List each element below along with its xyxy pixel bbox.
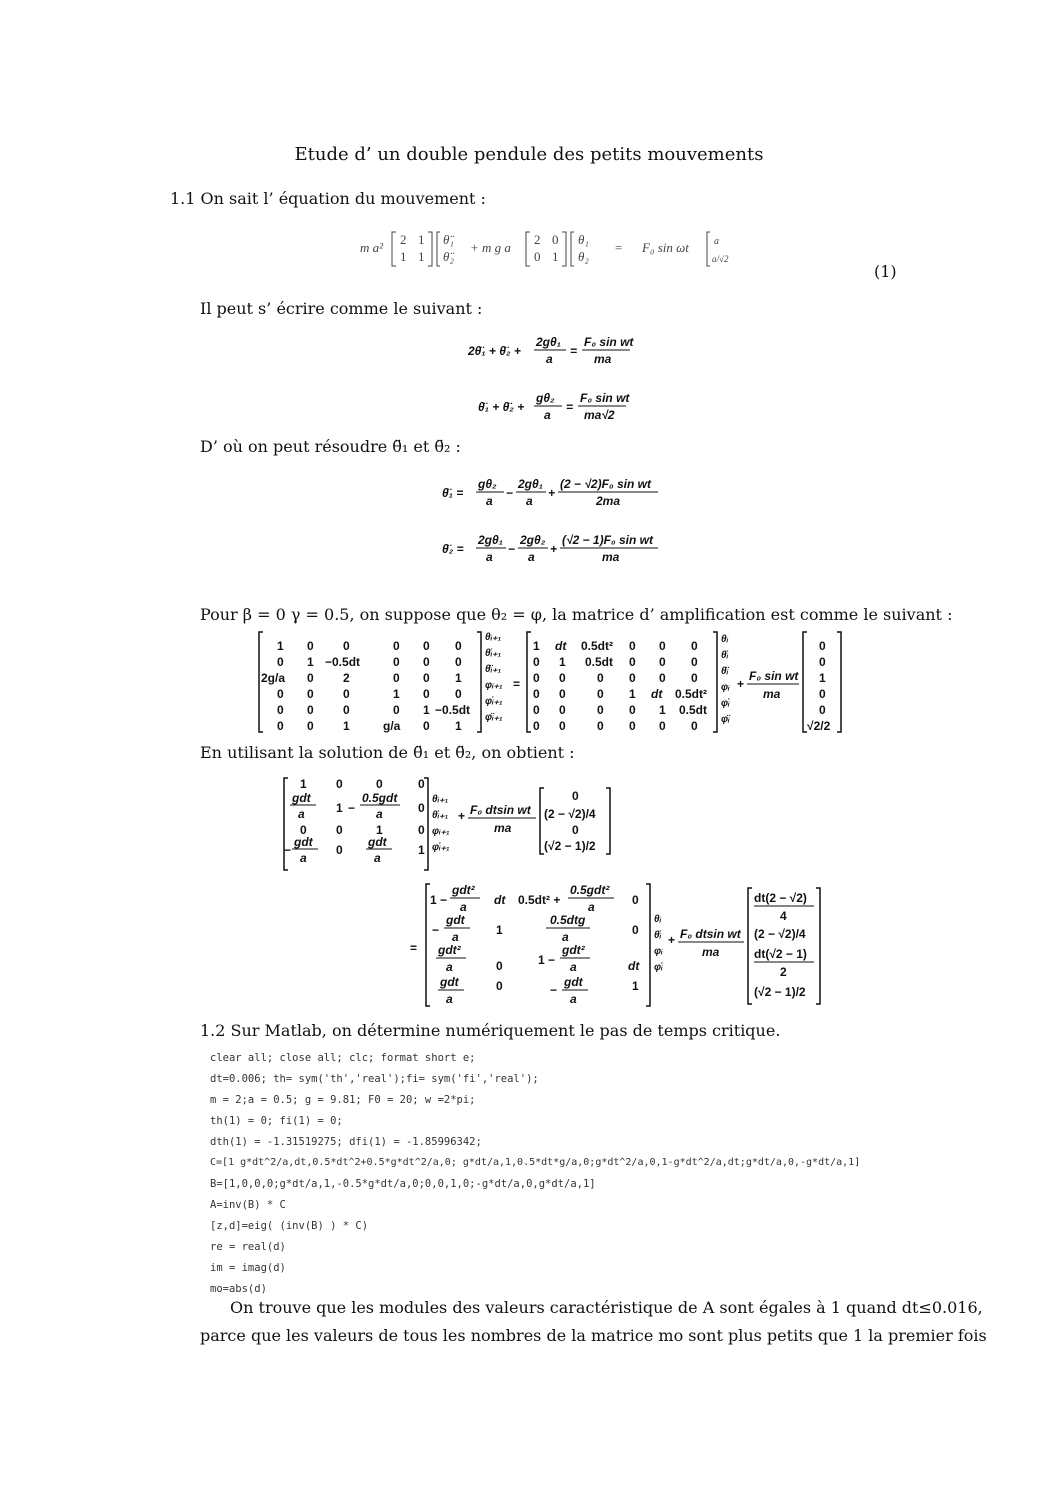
- svg-text:ma: ma: [763, 687, 781, 701]
- svg-text:0: 0: [819, 639, 826, 653]
- svg-text:0: 0: [691, 671, 698, 685]
- svg-text:0.5dt²: 0.5dt²: [675, 687, 708, 701]
- svg-text:θ̇ᵢ: θ̇ᵢ: [654, 930, 662, 941]
- svg-text:−: −: [284, 843, 292, 857]
- svg-text:ma: ma: [702, 945, 720, 959]
- svg-text:=: =: [566, 400, 574, 414]
- svg-text:0: 0: [423, 639, 430, 653]
- svg-text:a: a: [446, 960, 453, 974]
- svg-text:1: 1: [300, 777, 307, 791]
- svg-text:0.5gdt: 0.5gdt: [362, 791, 398, 805]
- svg-text:0: 0: [552, 232, 559, 247]
- svg-text:0: 0: [343, 639, 350, 653]
- code-line: re = real(d): [210, 1241, 286, 1253]
- svg-text:0: 0: [597, 719, 604, 733]
- svg-text:0: 0: [691, 639, 698, 653]
- svg-text:0: 0: [691, 719, 698, 733]
- equation-2: [466, 332, 646, 432]
- svg-text:=: =: [570, 344, 578, 358]
- svg-text:(2 − √2)F₀ sin wt: (2 − √2)F₀ sin wt: [560, 477, 652, 491]
- svg-text:1: 1: [423, 703, 430, 717]
- section-1-1-heading: 1.1 On sait l’ équation du mouvement :: [170, 189, 486, 208]
- svg-text:0: 0: [418, 801, 425, 815]
- svg-text:2g/a: 2g/a: [261, 671, 286, 685]
- svg-text:0: 0: [819, 655, 826, 669]
- svg-text:0: 0: [659, 639, 666, 653]
- svg-text:1 −: 1 −: [430, 893, 448, 907]
- svg-text:1: 1: [418, 249, 425, 264]
- svg-text:F₀ dtsin wt: F₀ dtsin wt: [680, 927, 741, 941]
- code-line: C=[1 g*dt^2/a,dt,0.5*dt^2+0.5*g*dt^2/a,0; g*dt/a,1,0.5*dt*g/a,0;g*dt^2/a,0,1-g*dt^2/a,dt;g*dt/a,0,-g*dt/a,1]: [210, 1157, 861, 1168]
- svg-text:θ̈₂ =: θ̈₂ =: [442, 542, 464, 556]
- svg-text:0: 0: [819, 687, 826, 701]
- svg-text:0.5dtg: 0.5dtg: [550, 913, 586, 927]
- svg-text:0: 0: [533, 671, 540, 685]
- svg-text:1: 1: [307, 655, 314, 669]
- svg-text:θ̇ᵢ: θ̇ᵢ: [721, 650, 729, 661]
- svg-text:θᵢ: θᵢ: [721, 634, 729, 645]
- svg-text:0: 0: [307, 687, 314, 701]
- svg-text:0: 0: [496, 959, 503, 973]
- svg-text:φᵢ: φᵢ: [654, 946, 663, 957]
- svg-text:0.5dt² +: 0.5dt² +: [518, 893, 561, 907]
- svg-text:0: 0: [423, 655, 430, 669]
- svg-text:gθ₂: gθ₂: [536, 391, 555, 405]
- svg-text:0.5dt²: 0.5dt²: [581, 639, 614, 653]
- svg-text:1: 1: [393, 687, 400, 701]
- svg-text:2θ̈₁ + θ̈₂ +: 2θ̈₁ + θ̈₂ +: [468, 344, 521, 358]
- svg-text:θᵢ₊₁: θᵢ₊₁: [432, 794, 449, 805]
- svg-text:a: a: [376, 807, 383, 821]
- svg-text:0: 0: [393, 639, 400, 653]
- svg-text:F₀ sin wt: F₀ sin wt: [580, 391, 630, 405]
- svg-text:φ̈ᵢ: φ̈ᵢ: [721, 714, 730, 725]
- svg-text:θ₂: θ₂: [578, 249, 589, 264]
- amplification-matrix-equation: [255, 628, 855, 740]
- svg-text:+: +: [668, 933, 676, 947]
- svg-text:θ̈₁: θ̈₁: [443, 232, 454, 247]
- svg-text:2ma: 2ma: [596, 494, 621, 508]
- svg-text:F₀ sin wt: F₀ sin wt: [584, 335, 634, 349]
- svg-text:1: 1: [376, 823, 383, 837]
- code-line: im = imag(d): [210, 1262, 286, 1274]
- svg-text:(√2 − 1)/2: (√2 − 1)/2: [544, 839, 596, 853]
- svg-text:0: 0: [559, 703, 566, 717]
- svg-text:g/a: g/a: [383, 719, 401, 733]
- svg-text:0: 0: [533, 687, 540, 701]
- code-line: [z,d]=eig( (inv(B) ) * C): [210, 1220, 369, 1232]
- svg-text:1: 1: [277, 639, 284, 653]
- reduced-matrix-equation-lhs: [282, 774, 622, 874]
- svg-text:(2 − √2)/4: (2 − √2)/4: [544, 807, 596, 821]
- svg-text:ma√2: ma√2: [584, 408, 615, 422]
- svg-text:1: 1: [400, 249, 407, 264]
- svg-text:0: 0: [307, 671, 314, 685]
- svg-text:0: 0: [455, 655, 462, 669]
- svg-text:a: a: [544, 408, 551, 422]
- svg-text:0: 0: [559, 671, 566, 685]
- svg-text:ma: ma: [494, 821, 512, 835]
- svg-text:1: 1: [336, 801, 343, 815]
- svg-text:F₀ sin wt: F₀ sin wt: [749, 669, 799, 683]
- svg-text:a: a: [714, 236, 719, 247]
- svg-text:φᵢ₊₁: φᵢ₊₁: [432, 826, 450, 837]
- svg-text:0: 0: [418, 777, 425, 791]
- svg-text:1: 1: [659, 703, 666, 717]
- svg-text:2: 2: [534, 232, 541, 247]
- svg-text:gdt: gdt: [368, 835, 387, 849]
- svg-text:0: 0: [307, 639, 314, 653]
- svg-text:0: 0: [418, 823, 425, 837]
- svg-text:1: 1: [559, 655, 566, 669]
- svg-text:2gθ₁: 2gθ₁: [536, 335, 561, 349]
- svg-text:−: −: [506, 486, 514, 500]
- svg-text:0.5dt: 0.5dt: [679, 703, 708, 717]
- svg-text:0: 0: [819, 703, 826, 717]
- svg-text:θᵢ: θᵢ: [654, 914, 662, 925]
- svg-text:0: 0: [533, 719, 540, 733]
- svg-text:φ̇ᵢ₊₁: φ̇ᵢ₊₁: [432, 842, 450, 853]
- svg-text:θ̈ᵢ₊₁: θ̈ᵢ₊₁: [485, 664, 502, 675]
- svg-text:2gθ₁: 2gθ₁: [518, 477, 543, 491]
- svg-text:1: 1: [632, 979, 639, 993]
- svg-text:−: −: [550, 983, 558, 997]
- svg-text:dt(√2 − 1): dt(√2 − 1): [754, 947, 807, 961]
- code-line: A=inv(B) * C: [210, 1199, 286, 1211]
- svg-text:a: a: [460, 900, 467, 914]
- svg-text:θ̇ᵢ₊₁: θ̇ᵢ₊₁: [485, 648, 502, 659]
- svg-text:a: a: [546, 352, 553, 366]
- svg-text:gdt: gdt: [292, 791, 311, 805]
- svg-text:a: a: [588, 900, 595, 914]
- svg-text:ma: ma: [594, 352, 612, 366]
- svg-text:2: 2: [780, 965, 787, 979]
- svg-text:−0.5dt: −0.5dt: [325, 655, 361, 669]
- svg-text:φᵢ₊₁: φᵢ₊₁: [485, 680, 503, 691]
- text-en-utilisant: En utilisant la solution de θ̈₁ et θ̈₂, on obtient :: [200, 743, 575, 762]
- svg-text:θ̈₁ =: θ̈₁ =: [442, 486, 464, 500]
- svg-text:0: 0: [629, 719, 636, 733]
- svg-text:φ̇ᵢ: φ̇ᵢ: [654, 962, 663, 973]
- code-line: th(1) = 0; fi(1) = 0;: [210, 1115, 343, 1127]
- svg-text:2: 2: [400, 232, 407, 247]
- svg-text:1: 1: [455, 671, 462, 685]
- reduced-matrix-equation-rhs: [410, 880, 830, 1010]
- svg-text:0: 0: [307, 703, 314, 717]
- svg-text:0: 0: [572, 823, 579, 837]
- svg-text:gdt: gdt: [446, 913, 465, 927]
- svg-text:0: 0: [423, 671, 430, 685]
- code-line: dth(1) = -1.31519275; dfi(1) = -1.85996342;: [210, 1136, 482, 1148]
- svg-text:−: −: [508, 542, 516, 556]
- svg-text:0: 0: [659, 719, 666, 733]
- svg-text:a: a: [446, 992, 453, 1006]
- svg-text:0: 0: [393, 703, 400, 717]
- svg-text:0: 0: [343, 687, 350, 701]
- svg-text:dt(2 − √2): dt(2 − √2): [754, 891, 807, 905]
- svg-text:F₀ sin ωt: F₀ sin ωt: [642, 240, 689, 255]
- svg-text:θ̇ᵢ₊₁: θ̇ᵢ₊₁: [432, 810, 449, 821]
- svg-text:φ̇ᵢ₊₁: φ̇ᵢ₊₁: [485, 696, 503, 707]
- svg-text:0: 0: [597, 687, 604, 701]
- text-pour-beta: Pour β = 0 γ = 0.5, on suppose que θ₂ = φ, la matrice d’ amplification est comme le suivant :: [200, 605, 953, 624]
- svg-text:0: 0: [629, 655, 636, 669]
- code-line: m = 2;a = 0.5; g = 9.81; F0 = 20; w =2*pi;: [210, 1094, 476, 1106]
- svg-text:φ̇ᵢ: φ̇ᵢ: [721, 698, 730, 709]
- svg-text:a: a: [562, 930, 569, 944]
- svg-text:=: =: [615, 240, 623, 255]
- svg-text:a: a: [526, 494, 533, 508]
- svg-text:0.5gdt²: 0.5gdt²: [570, 883, 610, 897]
- svg-text:a: a: [452, 930, 459, 944]
- svg-text:a/√2: a/√2: [712, 254, 729, 264]
- svg-text:θ̈ᵢ: θ̈ᵢ: [721, 666, 729, 677]
- svg-text:1: 1: [819, 671, 826, 685]
- svg-text:F₀ dtsin wt: F₀ dtsin wt: [470, 803, 531, 817]
- svg-text:φ̈ᵢ₊₁: φ̈ᵢ₊₁: [485, 712, 503, 723]
- svg-text:1: 1: [418, 843, 425, 857]
- equation-3: [440, 474, 680, 574]
- svg-text:0: 0: [691, 655, 698, 669]
- svg-text:0: 0: [659, 655, 666, 669]
- svg-text:0: 0: [534, 249, 541, 264]
- svg-text:1: 1: [455, 719, 462, 733]
- svg-text:+: +: [550, 542, 558, 556]
- svg-text:(√2 − 1)/2: (√2 − 1)/2: [754, 985, 806, 999]
- svg-text:0: 0: [423, 687, 430, 701]
- svg-text:0: 0: [597, 703, 604, 717]
- svg-text:0: 0: [533, 655, 540, 669]
- conclusion-line-1: On trouve que les modules des valeurs caractéristique de A sont égales à 1 quand dt≤0.016,: [230, 1298, 983, 1317]
- svg-text:0: 0: [277, 687, 284, 701]
- svg-text:0: 0: [559, 719, 566, 733]
- svg-text:dt: dt: [628, 959, 640, 973]
- svg-text:dt: dt: [555, 639, 567, 653]
- svg-text:0: 0: [277, 655, 284, 669]
- svg-text:0: 0: [423, 719, 430, 733]
- svg-text:2gθ₂: 2gθ₂: [520, 533, 546, 547]
- svg-text:+: +: [458, 809, 466, 823]
- svg-text:1: 1: [552, 249, 559, 264]
- code-line: dt=0.006; th= sym('th','real');fi= sym('fi','real');: [210, 1073, 539, 1085]
- svg-text:gdt²: gdt²: [452, 883, 475, 897]
- svg-text:gdt: gdt: [564, 975, 583, 989]
- svg-text:+ m g a: + m g a: [470, 240, 511, 255]
- svg-text:0: 0: [533, 703, 540, 717]
- svg-text:φᵢ: φᵢ: [721, 682, 730, 693]
- svg-text:0: 0: [300, 823, 307, 837]
- equation-1: [360, 226, 740, 272]
- svg-text:0: 0: [336, 823, 343, 837]
- svg-text:0: 0: [336, 843, 343, 857]
- svg-text:(2 − √2)/4: (2 − √2)/4: [754, 927, 806, 941]
- svg-text:1 −: 1 −: [538, 953, 556, 967]
- svg-text:0.5dt: 0.5dt: [585, 655, 614, 669]
- svg-text:θᵢ₊₁: θᵢ₊₁: [485, 632, 502, 643]
- svg-text:θ₁: θ₁: [578, 232, 589, 247]
- svg-text:gdt²: gdt²: [562, 943, 585, 957]
- svg-text:0: 0: [559, 687, 566, 701]
- svg-text:a: a: [374, 851, 381, 865]
- svg-text:0: 0: [336, 777, 343, 791]
- svg-text:0: 0: [629, 671, 636, 685]
- page-title: Etude d’ un double pendule des petits mouvements: [294, 144, 764, 165]
- conclusion-line-2: parce que les valeurs de tous les nombres de la matrice mo sont plus petits que 1 la premier fois: [200, 1326, 987, 1345]
- code-line: B=[1,0,0,0;g*dt/a,1,-0.5*g*dt/a,0;0,0,1,0;-g*dt/a,0,g*dt/a,1]: [210, 1178, 596, 1190]
- svg-text:=: =: [513, 677, 521, 691]
- text-ecrire-suivant: Il peut s’ écrire comme le suivant :: [200, 299, 483, 318]
- svg-text:0: 0: [632, 893, 639, 907]
- svg-text:0: 0: [455, 639, 462, 653]
- svg-text:0: 0: [629, 639, 636, 653]
- svg-text:0: 0: [496, 979, 503, 993]
- svg-text:4: 4: [780, 909, 787, 923]
- svg-text:1: 1: [496, 923, 503, 937]
- svg-text:gdt: gdt: [440, 975, 459, 989]
- svg-text:=: =: [410, 941, 418, 955]
- svg-text:ma: ma: [602, 550, 620, 564]
- svg-text:1: 1: [418, 232, 425, 247]
- svg-text:0: 0: [455, 687, 462, 701]
- code-line: clear all; close all; clc; format short e;: [210, 1052, 476, 1064]
- svg-text:2gθ₁: 2gθ₁: [478, 533, 503, 547]
- svg-text:dt: dt: [651, 687, 663, 701]
- svg-text:a: a: [486, 494, 493, 508]
- svg-text:a: a: [486, 550, 493, 564]
- svg-text:dt: dt: [494, 893, 506, 907]
- svg-text:gdt: gdt: [294, 835, 313, 849]
- svg-text:0: 0: [307, 719, 314, 733]
- svg-text:a: a: [570, 960, 577, 974]
- svg-text:+: +: [548, 486, 556, 500]
- svg-text:0: 0: [277, 703, 284, 717]
- svg-text:0: 0: [597, 671, 604, 685]
- svg-text:0: 0: [572, 789, 579, 803]
- svg-text:θ̈₁ + θ̈₂ +: θ̈₁ + θ̈₂ +: [478, 400, 525, 414]
- svg-text:0: 0: [659, 671, 666, 685]
- svg-text:0: 0: [277, 719, 284, 733]
- svg-text:a: a: [300, 851, 307, 865]
- svg-text:0: 0: [393, 671, 400, 685]
- svg-text:2: 2: [343, 671, 350, 685]
- svg-text:1: 1: [343, 719, 350, 733]
- svg-text:a: a: [298, 807, 305, 821]
- svg-text:θ̈₂: θ̈₂: [443, 249, 454, 264]
- svg-text:0: 0: [343, 703, 350, 717]
- svg-text:m a²: m a²: [360, 240, 384, 255]
- svg-text:0: 0: [393, 655, 400, 669]
- svg-text:−: −: [432, 923, 440, 937]
- svg-text:a: a: [528, 550, 535, 564]
- svg-text:0: 0: [629, 703, 636, 717]
- code-line: mo=abs(d): [210, 1283, 267, 1295]
- equation-1-number: (1): [874, 262, 897, 281]
- svg-text:0: 0: [376, 777, 383, 791]
- svg-text:1: 1: [629, 687, 636, 701]
- text-resoudre: D’ où on peut résoudre θ̈₁ et θ̈₂ :: [200, 437, 461, 456]
- svg-text:gdt²: gdt²: [438, 943, 461, 957]
- svg-text:−: −: [348, 801, 356, 815]
- svg-text:+: +: [737, 677, 745, 691]
- svg-text:√2/2: √2/2: [807, 719, 831, 733]
- svg-text:0: 0: [632, 923, 639, 937]
- section-1-2-heading: 1.2 Sur Matlab, on détermine numériquement le pas de temps critique.: [200, 1021, 781, 1040]
- svg-text:(√2 − 1)F₀ sin wt: (√2 − 1)F₀ sin wt: [562, 533, 654, 547]
- svg-text:−0.5dt: −0.5dt: [435, 703, 471, 717]
- svg-text:1: 1: [533, 639, 540, 653]
- svg-text:gθ₂: gθ₂: [478, 477, 497, 491]
- svg-text:a: a: [570, 992, 577, 1006]
